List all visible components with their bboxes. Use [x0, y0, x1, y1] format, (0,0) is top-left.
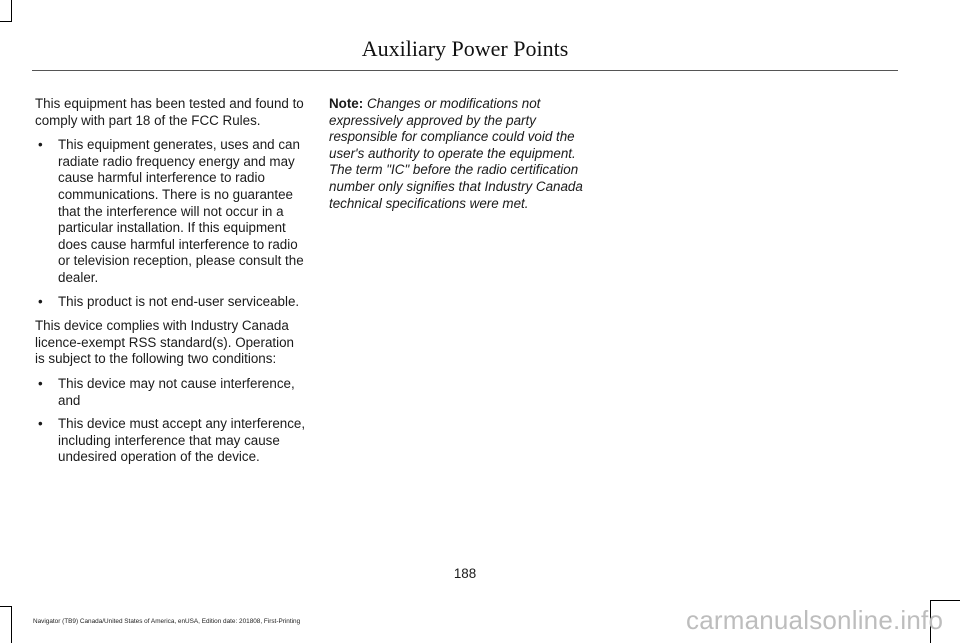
bullet-glyph: •	[38, 137, 43, 153]
page-number: 188	[453, 566, 477, 581]
crop-mark-top-left-v	[11, 0, 12, 22]
bullet-glyph: •	[38, 375, 43, 391]
crop-mark-bottom-left-v	[11, 606, 12, 643]
bullet-glyph: •	[38, 416, 43, 432]
list-item	[35, 137, 307, 286]
crop-mark-bottom-left-h	[0, 606, 12, 607]
ic-paragraph: This device complies with Industry Canada licence-exempt RSS standard(s). Operation is subject to the following two conditions:	[35, 318, 294, 367]
crop-mark-top-left-h	[0, 21, 12, 22]
footer-edition-info: Navigator (TB9) Canada/United States of America, enUSA, Edition date: 201808, First-Printing	[33, 618, 301, 625]
note-label: Note:	[329, 96, 364, 111]
fcc-paragraph: This equipment has been tested and found to comply with part 18 of the FCC Rules.	[35, 96, 304, 128]
right-column	[329, 96, 601, 220]
list-item	[35, 294, 307, 311]
note-text: Changes or modifications not expressively approved by the party responsible for compliance could void the user's authority to operate the equipment. The term "IC" before the radio certification number only signifies that Industry Canada technical specifications were met.	[329, 96, 583, 211]
ic-bullet-list	[35, 376, 307, 466]
list-item-text: This device may not cause interference, and	[58, 375, 295, 408]
list-item-text: This device must accept any interference, including interference that may cause undesired operation of the device.	[58, 416, 306, 465]
note-paragraph	[329, 96, 601, 212]
list-item	[35, 376, 307, 409]
fcc-bullet-list	[35, 137, 307, 310]
bullet-glyph: •	[38, 293, 43, 309]
list-item-text: This product is not end-user serviceable.	[58, 293, 300, 309]
list-item-text: This equipment generates, uses and can radiate radio frequency energy and may cause harmful interference to radio communications. There is no guarantee that the interference will not occur in a particular installation. If this equipment does cause harmful interference to radio or television reception, please consult the dealer.	[58, 137, 304, 285]
list-item	[35, 416, 307, 466]
crop-mark-bottom-right-h	[930, 600, 960, 601]
page-title: Auxiliary Power Points	[361, 36, 569, 61]
left-column	[35, 96, 307, 474]
watermark: carmanualsonline.info	[686, 605, 944, 635]
header-divider	[32, 70, 898, 71]
